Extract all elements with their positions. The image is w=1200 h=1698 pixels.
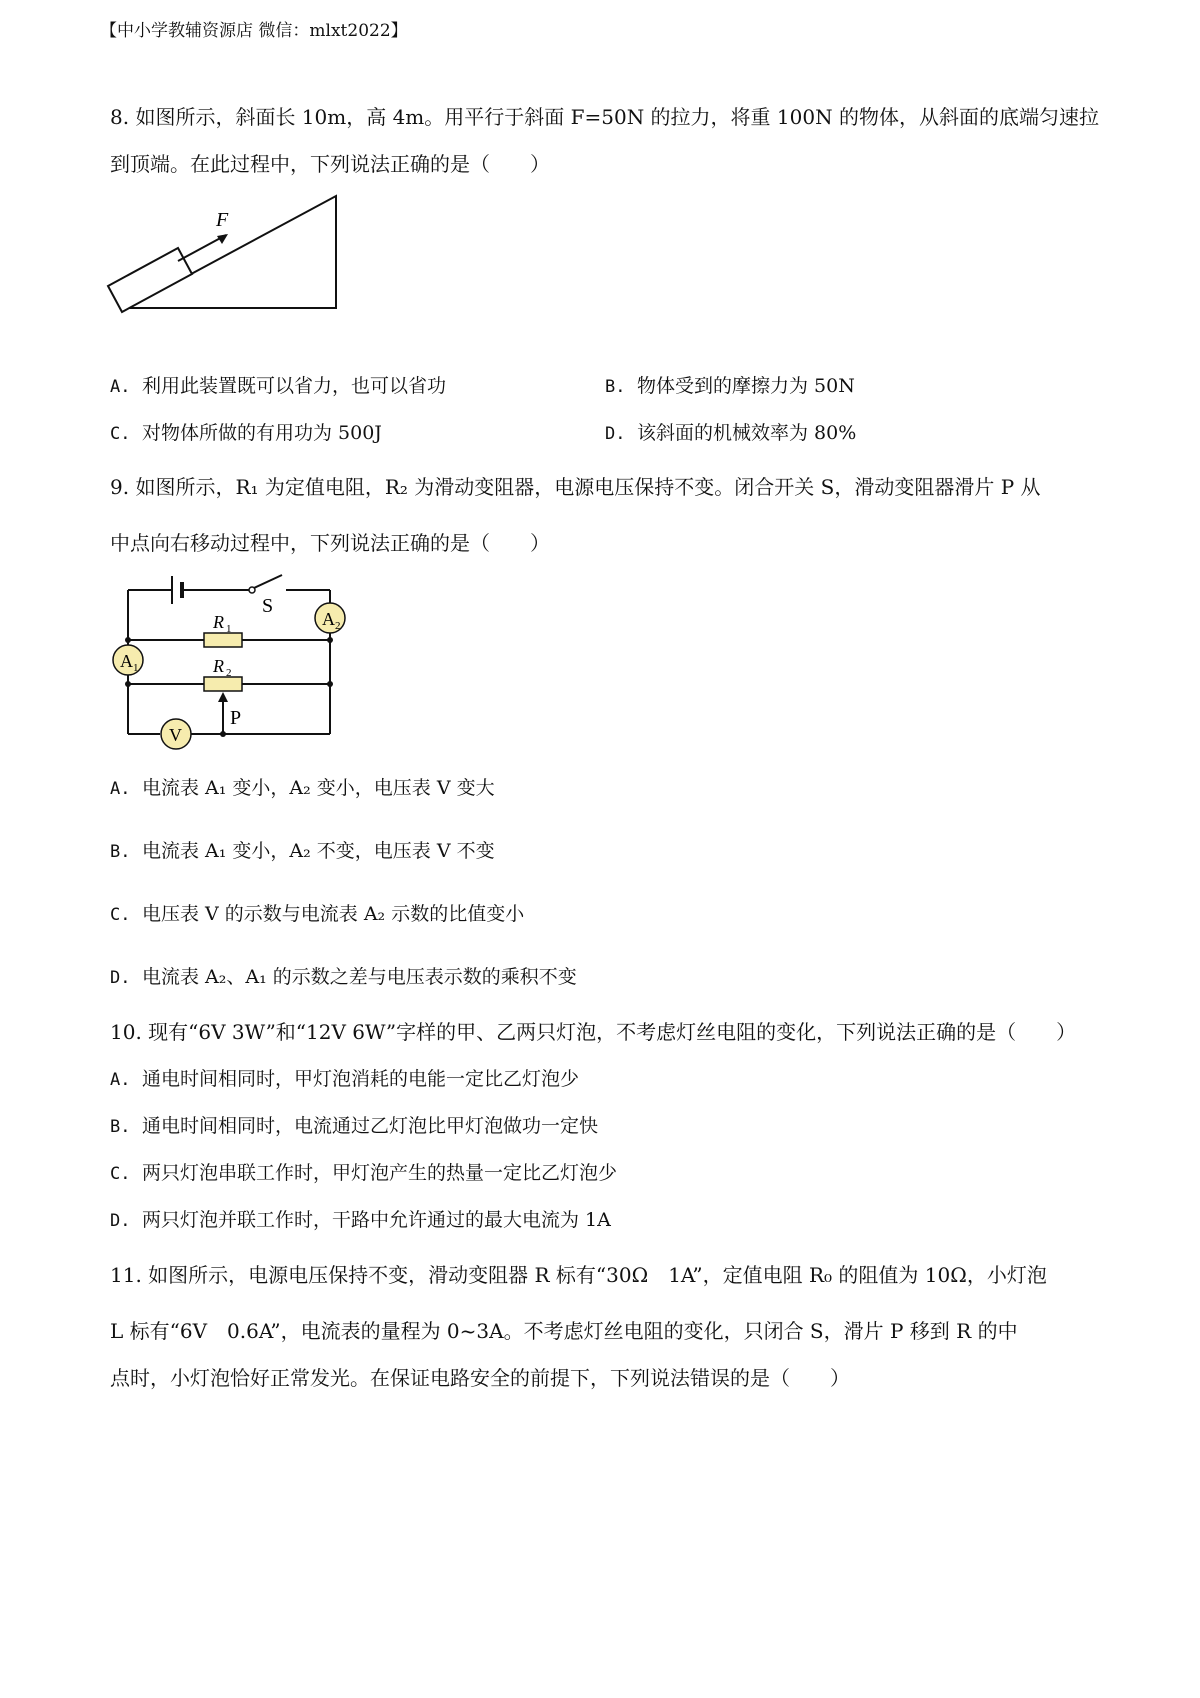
q9-option-a: A. 电流表 A₁ 变小，A₂ 变小，电压表 V 变大 — [110, 777, 495, 799]
force-arrow — [178, 235, 226, 261]
resistor-r1 — [204, 633, 242, 647]
q9-option-d: D. 电流表 A₂、A₁ 的示数之差与电压表示数的乘积不变 — [110, 966, 577, 988]
q8-option-b: B. 物体受到的摩擦力为 50N — [605, 375, 855, 397]
q8-option-d: D. 该斜面的机械效率为 80% — [605, 422, 857, 444]
svg-text:1: 1 — [133, 662, 139, 674]
svg-text:P: P — [230, 707, 242, 729]
page-header: 【中小学教辅资源店 微信：mlxt2022】 — [100, 21, 408, 41]
q11-stem-line1: 11. 如图所示，电源电压保持不变，滑动变阻器 R 标有“30Ω 1A”，定值电阻 R₀ 的阻值为 10Ω，小灯泡 — [110, 1263, 1047, 1287]
q10-option-b: B. 通电时间相同时，电流通过乙灯泡比甲灯泡做功一定快 — [110, 1115, 599, 1137]
incline-figure — [104, 190, 344, 320]
q10-stem: 10. 现有“6V 3W”和“12V 6W”字样的甲、乙两只灯泡，不考虑灯丝电阻的变化，下列说法正确的是（ ） — [110, 1020, 1077, 1044]
svg-text:2: 2 — [335, 620, 341, 632]
svg-text:V: V — [169, 725, 182, 745]
switch-label: S — [262, 595, 274, 617]
svg-text:A: A — [120, 651, 133, 671]
q9-stem-line2: 中点向右移动过程中，下列说法正确的是（ ） — [110, 531, 550, 555]
resistor-r2 — [204, 677, 242, 691]
circuit-figure — [104, 566, 364, 766]
svg-text:A: A — [322, 609, 335, 629]
q10-option-c: C. 两只灯泡串联工作时，甲灯泡产生的热量一定比乙灯泡少 — [110, 1162, 618, 1184]
q8-option-a: A. 利用此装置既可以省力，也可以省功 — [110, 375, 447, 397]
svg-text:R: R — [213, 656, 224, 676]
q8-option-c: C. 对物体所做的有用功为 500J — [110, 422, 382, 444]
force-label: F — [216, 209, 229, 231]
q8-stem-line2: 到顶端。在此过程中，下列说法正确的是（ ） — [110, 152, 550, 176]
svg-text:1: 1 — [226, 623, 232, 635]
q10-option-d: D. 两只灯泡并联工作时，干路中允许通过的最大电流为 1A — [110, 1209, 611, 1231]
svg-text:R: R — [213, 612, 224, 632]
q9-option-c: C. 电压表 V 的示数与电流表 A₂ 示数的比值变小 — [110, 903, 525, 925]
q9-stem-line1: 9. 如图所示，R₁ 为定值电阻，R₂ 为滑动变阻器，电源电压保持不变。闭合开关 S，滑动变阻器滑片 P 从 — [110, 475, 1041, 499]
q9-option-b: B. 电流表 A₁ 变小，A₂ 不变，电压表 V 不变 — [110, 840, 495, 862]
switch-lever — [254, 575, 282, 588]
q8-stem-line1: 8. 如图所示，斜面长 10m，高 4m。用平行于斜面 F=50N 的拉力，将重 100N 的物体，从斜面的底端匀速拉 — [110, 105, 1099, 129]
svg-text:2: 2 — [226, 667, 232, 679]
q10-option-a: A. 通电时间相同时，甲灯泡消耗的电能一定比乙灯泡少 — [110, 1068, 580, 1090]
incline-block — [108, 248, 192, 312]
q11-stem-line3: 点时，小灯泡恰好正常发光。在保证电路安全的前提下，下列说法错误的是（ ） — [110, 1366, 850, 1390]
q11-stem-line2: L 标有“6V 0.6A”，电流表的量程为 0~3A。不考虑灯丝电阻的变化，只闭合 S，滑片 P 移到 R 的中 — [110, 1319, 1018, 1343]
